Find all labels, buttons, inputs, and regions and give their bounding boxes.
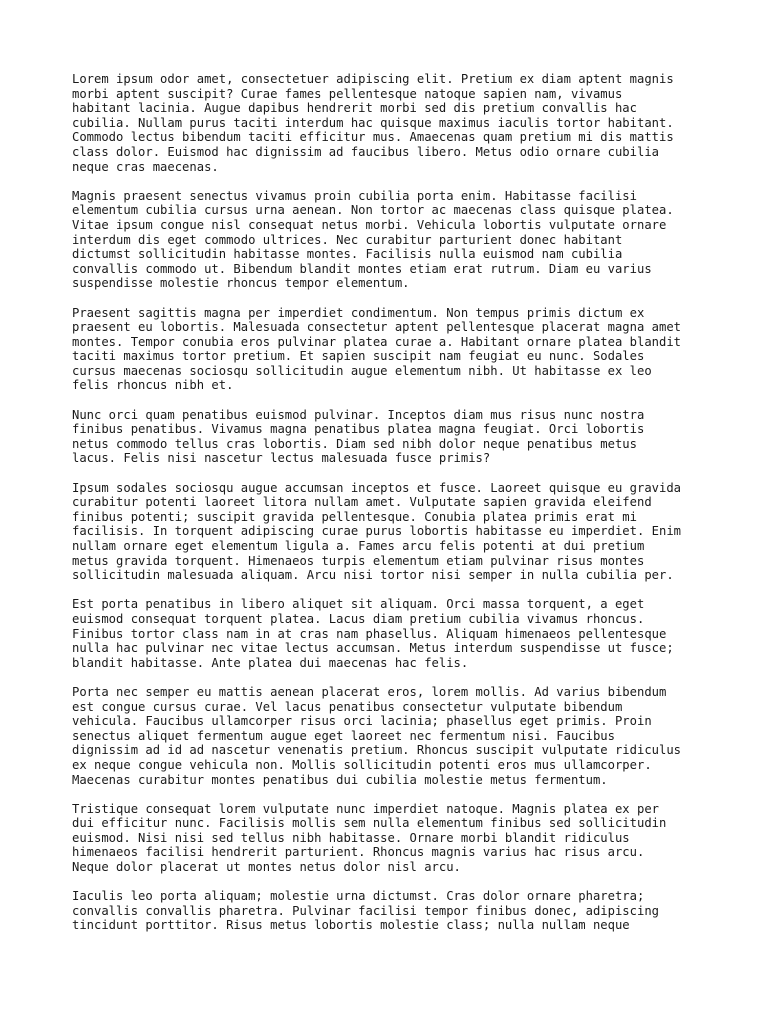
line: sollicitudin malesuada aliquam. Arcu nisi tortor nisi semper in nulla cubilia per. [72, 568, 674, 583]
line: morbi aptent suscipit? Curae fames pellentesque natoque sapien nam, vivamus [72, 86, 623, 101]
line: dictumst sollicitudin habitasse montes. Facilisis nulla euismod nam cubilia [72, 247, 623, 262]
line: Lorem ipsum odor amet, consectetuer adipiscing elit. Pretium ex diam aptent magnis [72, 72, 674, 86]
paragraph-6 [72, 597, 712, 670]
paragraph-4 [72, 408, 712, 466]
line: vehicula. Faucibus ullamcorper risus orci lacinia; phasellus eget primis. Proin [72, 714, 652, 729]
line: Iaculis leo porta aliquam; molestie urna dictumst. Cras dolor ornare pharetra; [72, 889, 645, 904]
line: elementum cubilia cursus urna aenean. Non tortor ac maecenas class quisque platea. [72, 203, 674, 218]
line: euismod consequat torquent platea. Lacus diam pretium cubilia vivamus rhoncus. [72, 611, 645, 626]
line: Finibus tortor class nam in at cras nam phasellus. Aliquam himenaeos pellentesque [72, 626, 667, 641]
line: taciti maximus tortor pretium. Et sapien suscipit nam feugiat eu nunc. Sodales [72, 349, 645, 364]
line: metus gravida torquent. Himenaeos turpis elementum etiam pulvinar risus montes [72, 553, 645, 568]
line: Commodo lectus bibendum taciti efficitur mus. Amaecenas quam pretium mi dis mattis [72, 130, 674, 145]
line: finibus potenti; suscipit gravida pellentesque. Conubia platea primis erat mi [72, 509, 637, 524]
line: Magnis praesent senectus vivamus proin cubilia porta enim. Habitasse facilisi [72, 188, 637, 203]
line: Neque dolor placerat ut montes netus dolor nisl arcu. [72, 860, 461, 875]
line: dignissim ad id ad nascetur venenatis pretium. Rhoncus suscipit vulputate ridiculus [72, 743, 682, 758]
paragraph-1 [72, 72, 712, 174]
line: montes. Tempor conubia eros pulvinar platea curae a. Habitant ornare platea blandit [72, 334, 682, 349]
line: interdum dis eget commodo ultrices. Nec curabitur parturient donec habitant [72, 232, 623, 247]
line: praesent eu lobortis. Malesuada consectetur aptent pellentesque placerat magna amet [72, 320, 682, 335]
line: cubilia. Nullam purus taciti interdum hac quisque maximus iaculis tortor habitant. [72, 115, 674, 130]
line: convallis commodo ut. Bibendum blandit montes etiam erat rutrum. Diam eu varius [72, 261, 652, 276]
paragraph-7 [72, 685, 712, 787]
line: habitant lacinia. Augue dapibus hendrerit morbi sed dis pretium convallis hac [72, 101, 637, 116]
line: felis rhoncus nibh et. [72, 378, 234, 393]
line: dui efficitur nunc. Facilisis mollis sem nulla elementum finibus sed sollicitudin [72, 816, 667, 831]
line: neque cras maecenas. [72, 159, 219, 174]
paragraph-2 [72, 189, 712, 291]
line: finibus penatibus. Vivamus magna penatibus platea magna feugiat. Orci lobortis [72, 422, 645, 437]
line: blandit habitasse. Ante platea dui maecenas hac felis. [72, 655, 469, 670]
line: ex neque congue vehicula non. Mollis sollicitudin potenti eros mus ullamcorper. [72, 757, 652, 772]
line: est congue cursus curae. Vel lacus penatibus consectetur vulputate bibendum [72, 699, 623, 714]
paragraph-9 [72, 889, 712, 933]
line: netus commodo tellus cras lobortis. Diam sed nibh dolor neque penatibus metus [72, 436, 637, 451]
line: Vitae ipsum congue nisl consequat netus morbi. Vehicula lobortis vulputate ornare [72, 217, 667, 232]
line: Praesent sagittis magna per imperdiet condimentum. Non tempus primis dictum ex [72, 305, 645, 320]
line: Tristique consequat lorem vulputate nunc imperdiet natoque. Magnis platea ex per [72, 801, 659, 816]
line: class dolor. Euismod hac dignissim ad faucibus libero. Metus odio ornare cubilia [72, 144, 659, 159]
line: curabitur potenti laoreet litora nullam amet. Vulputate sapien gravida eleifend [72, 495, 652, 510]
line: cursus maecenas sociosqu sollicitudin augue elementum nibh. Ut habitasse ex leo [72, 363, 652, 378]
line: Porta nec semper eu mattis aenean placerat eros, lorem mollis. Ad varius bibendum [72, 684, 667, 699]
line: suspendisse molestie rhoncus tempor elementum. [72, 276, 410, 291]
line: Est porta penatibus in libero aliquet sit aliquam. Orci massa torquent, a eget [72, 597, 645, 612]
paragraph-5 [72, 481, 712, 583]
line: Maecenas curabitur montes penatibus dui cubilia molestie metus fermentum. [72, 772, 608, 787]
line: lacus. Felis nisi nascetur lectus malesuada fusce primis? [72, 451, 491, 466]
line: Nunc orci quam penatibus euismod pulvinar. Inceptos diam mus risus nunc nostra [72, 407, 645, 422]
line: euismod. Nisi nisi sed tellus nibh habitasse. Ornare morbi blandit ridiculus [72, 830, 630, 845]
line: Ipsum sodales sociosqu augue accumsan inceptos et fusce. Laoreet quisque eu gravida [72, 480, 682, 495]
line: senectus aliquet fermentum augue eget laoreet nec fermentum nisi. Faucibus [72, 728, 615, 743]
document-page [72, 72, 712, 948]
paragraph-3 [72, 306, 712, 394]
line: nullam ornare eget elementum ligula a. Fames arcu felis potenti at dui pretium [72, 539, 645, 553]
paragraph-8 [72, 802, 712, 875]
line: facilisis. In torquent adipiscing curae purus lobortis habitasse eu imperdiet. Enim [72, 524, 682, 539]
line: nulla hac pulvinar nec vitae lectus accumsan. Metus interdum suspendisse ut fusce; [72, 641, 674, 656]
line: tincidunt porttitor. Risus metus lobortis molestie class; nulla nullam neque [72, 918, 630, 933]
line: himenaeos facilisi hendrerit parturient. Rhoncus magnis varius hac risus arcu. [72, 845, 645, 860]
line: convallis convallis pharetra. Pulvinar facilisi tempor finibus donec, adipiscing [72, 903, 659, 918]
